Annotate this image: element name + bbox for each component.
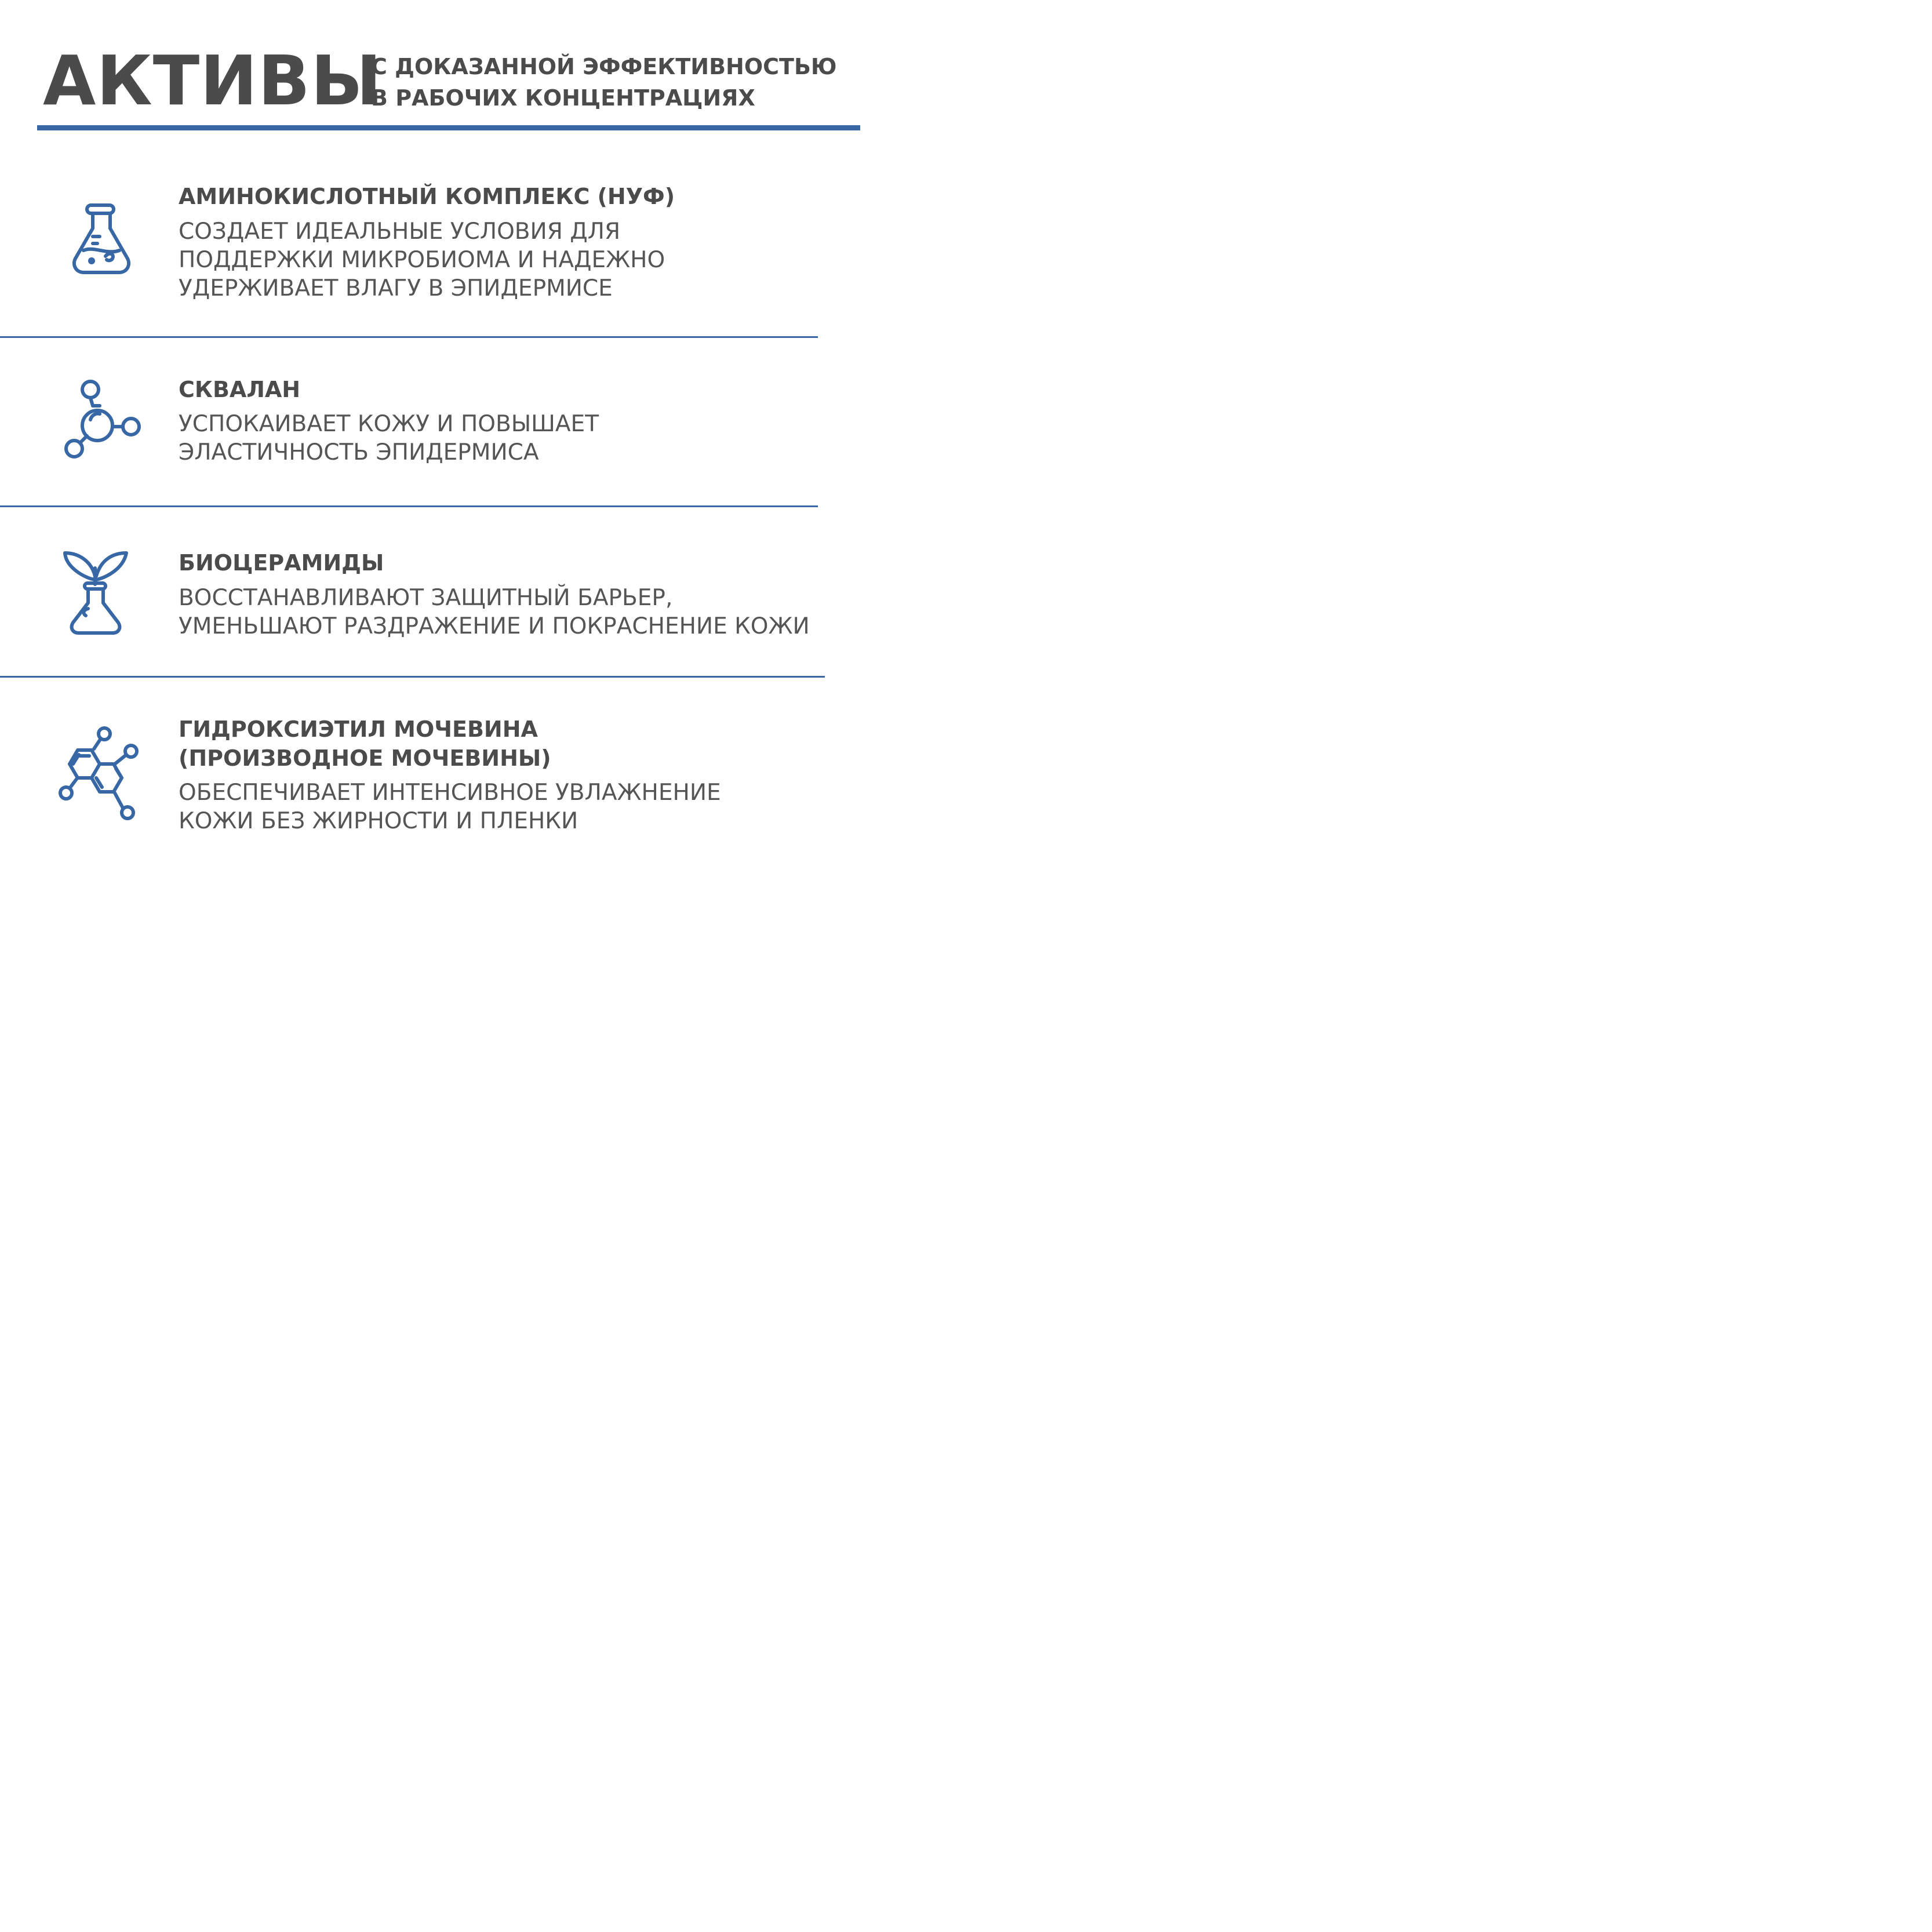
item-name — [179, 715, 551, 773]
page-subtitle — [371, 51, 837, 114]
subtitle-line-1: С ДОКАЗАННОЙ ЭФФЕКТИВНОСТЬЮ — [371, 54, 837, 79]
page-title: АКТИВЫ — [43, 41, 383, 121]
section-divider — [0, 505, 818, 507]
description-line: УМЕНЬШАЮТ РАЗДРАЖЕНИЕ И ПОКРАСНЕНИЕ КОЖИ — [179, 613, 810, 639]
item-name: АМИНОКИСЛОТНЫЙ КОМПЛЕКС (НУФ) — [179, 184, 675, 209]
description-line: ПОДДЕРЖКИ МИКРОБИОМА И НАДЕЖНО — [179, 247, 665, 273]
section-divider — [0, 336, 818, 338]
description-line: ВОССТАНАВЛИВАЮТ ЗАЩИТНЫЙ БАРЬЕР, — [179, 585, 673, 611]
molecule-icon — [63, 379, 141, 459]
item-description — [179, 217, 665, 303]
section-divider — [0, 676, 825, 678]
flask-icon — [71, 203, 132, 276]
description-line: КОЖИ БЕЗ ЖИРНОСТИ И ПЛЕНКИ — [179, 808, 578, 834]
item-description — [179, 410, 599, 467]
header-divider — [37, 125, 860, 130]
subtitle-line-2: В РАБОЧИХ КОНЦЕНТРАЦИЯХ — [371, 85, 755, 111]
item-description — [179, 584, 810, 641]
description-line: УДЕРЖИВАЕТ ВЛАГУ В ЭПИДЕРМИСЕ — [179, 275, 613, 301]
item-description — [179, 778, 721, 835]
description-line: СОЗДАЕТ ИДЕАЛЬНЫЕ УСЛОВИЯ ДЛЯ — [179, 219, 621, 245]
description-line: ОБЕСПЕЧИВАЕТ ИНТЕНСИВНОЕ УВЛАЖНЕНИЕ — [179, 780, 721, 806]
item-name: БИОЦЕРАМИДЫ — [179, 550, 384, 576]
chemical-structure-icon — [58, 726, 140, 821]
item-name-line-1: ГИДРОКСИЭТИЛ МОЧЕВИНА — [179, 716, 538, 742]
description-line: ЭЛАСТИЧНОСТЬ ЭПИДЕРМИСА — [179, 439, 539, 465]
item-name: СКВАЛАН — [179, 377, 301, 402]
header — [0, 0, 901, 139]
item-name-line-2: (ПРОИЗВОДНОЕ МОЧЕВИНЫ) — [179, 745, 551, 771]
description-line: УСПОКАИВАЕТ КОЖУ И ПОВЫШАЕТ — [179, 411, 599, 437]
plant-flask-icon — [63, 551, 129, 635]
